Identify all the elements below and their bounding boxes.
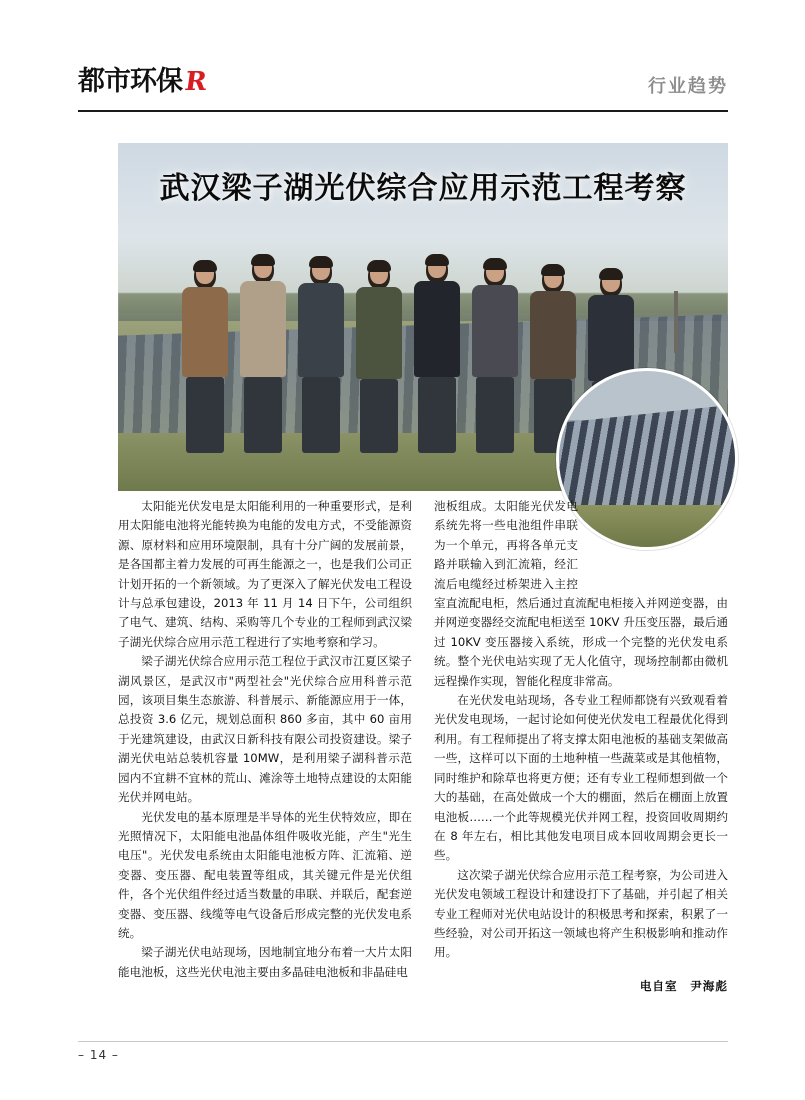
photo-person-legs <box>418 377 456 453</box>
photo-person-hair <box>251 254 275 266</box>
body-column-left <box>118 497 412 982</box>
photo-person-torso <box>356 287 402 379</box>
photo-person-hair <box>599 268 623 280</box>
photo-person-torso <box>298 283 344 377</box>
masthead <box>78 68 728 110</box>
photo-person-legs <box>186 377 224 453</box>
paragraph: 梁子湖光伏综合应用示范工程位于武汉市江夏区梁子湖风景区，是武汉市"两型社会"光伏综合应用科普示范园，该项目集生态旅游、科普展示、新能源应用于一体，总投资 3.6 亿元，规划总面积 860 多亩，其中 60 亩用于光建筑建设，由武汉日新科技有限公司投资建设。梁子湖光伏电站总装机容量 10MW，是利用梁子湖科普示范园内不宜耕不宜林的荒山、滩涂等土地特点建设的太阳能光伏并网电站。 <box>118 654 412 805</box>
photo-person <box>236 257 290 453</box>
photo-person-legs <box>476 377 514 453</box>
body-column-right <box>434 497 728 996</box>
footer-divider <box>78 1041 728 1042</box>
photo-person-hair <box>193 260 217 272</box>
photo-person-hair <box>367 260 391 272</box>
photo-person <box>294 259 348 453</box>
photo-person-torso <box>182 287 228 377</box>
photo-person-legs <box>360 379 398 453</box>
photo-person <box>468 261 522 453</box>
header-divider <box>78 110 728 112</box>
paragraph: 池板组成。太阳能光伏发电系统先将一些电池组件串联为一个单元，再将各单元支路并联输入到汇流箱，经汇流后电缆经过桥架进入主控室直流配电柜，然后通过直流配电柜接入并网逆变器，由并网逆变器经交流配电柜送至 10KV 升压变压器，最后通过 10KV 变压器接入系统，形成一个完整的光伏发电系统。整个光伏电站实现了无人化值守，现场控制都由微机远程操作实现，智能化程度非常高。 <box>434 499 728 688</box>
paragraph: 在光伏发电站现场，各专业工程师都饶有兴致观看着光伏发电现场，一起讨论如何使光伏发电工程最优化得到利用。有工程师提出了将支撑太阳电池板的基础支架做高一些，这样可以下面的土地种植一些蔬菜或是其他植物，同时维护和除草也将更方便；还有专业工程师想到做一个大的基础，在高处做成一个大的棚面，然后在棚面上放置电池板……一个此等规模光伏并网工程，投资回收周期约在 8 年左右，相比其他发电项目成本回收周期会更长一些。 <box>434 693 728 863</box>
photo-person-hair <box>483 258 507 270</box>
logo-wordmark: 都市环保 <box>78 66 182 97</box>
inset-wrap-float <box>578 497 728 583</box>
photo-person-hair <box>309 256 333 268</box>
photo-person-torso <box>588 295 634 381</box>
photo-person-legs <box>302 377 340 453</box>
photo-person <box>178 263 232 453</box>
paragraph: 太阳能光伏发电是太阳能利用的一种重要形式，是利用太阳能电池将光能转换为电能的发电方式，不受能源资源、原材料和应用环境限制，具有十分广阔的发展前景，是各国都主着力发展的可再生能源之一，也是我们公司正计划开拓的一个新领域。为了更深入了解光伏发电工程设计与总承包建设，2013 年 11 月 14 日下午，公司组织了电气、建筑、结构、采购等几个专业的工程师到武汉梁子湖光伏综合应用示范工程进行了实地考察和学习。 <box>118 499 412 649</box>
section-label: 行业趋势 <box>648 76 728 96</box>
hero-title: 武汉梁子湖光伏综合应用示范工程考察 <box>159 171 687 206</box>
photo-person-torso <box>414 281 460 377</box>
paragraph: 这次梁子湖光伏综合应用示范工程考察，为公司进入光伏发电领域工程设计和建设打下了基础，并引起了相关专业工程师对光伏电站设计的积极思考和探索，积累了一些经验，对公司开拓这一领域也将产生积极影响和推动作用。 <box>434 867 728 960</box>
photo-person-legs <box>244 377 282 453</box>
page-number: – 14 – <box>78 1048 119 1062</box>
publication-logo <box>78 68 207 95</box>
photo-person-torso <box>530 291 576 379</box>
photo-person <box>410 257 464 453</box>
photo-person <box>352 263 406 453</box>
photo-person-hair <box>425 254 449 266</box>
paragraph: 梁子湖光伏电站现场，因地制宜地分布着一大片太阳能电池板，这些光伏电池主要由多晶硅电池板和非晶硅电 <box>118 945 412 979</box>
paragraph: 光伏发电的基本原理是半导体的光生伏特效应，即在光照情况下，太阳能电池晶体组件吸收光能，产生"光生电压"。光伏发电系统由太阳能电池板方阵、汇流箱、逆变器、变压器、配电装置等组成，其关键元件是光伏组件，各个光伏组件经过适当数量的串联、并联后，配套逆变器、变压器、线缆等电气设备后形成完整的光伏发电系统。 <box>118 809 412 940</box>
photo-person-hair <box>541 264 565 276</box>
logo-red-mark: R <box>182 66 209 97</box>
photo-person-torso <box>472 285 518 377</box>
photo-person-torso <box>240 281 286 377</box>
article-byline: 电自室 尹海彪 <box>639 978 728 993</box>
